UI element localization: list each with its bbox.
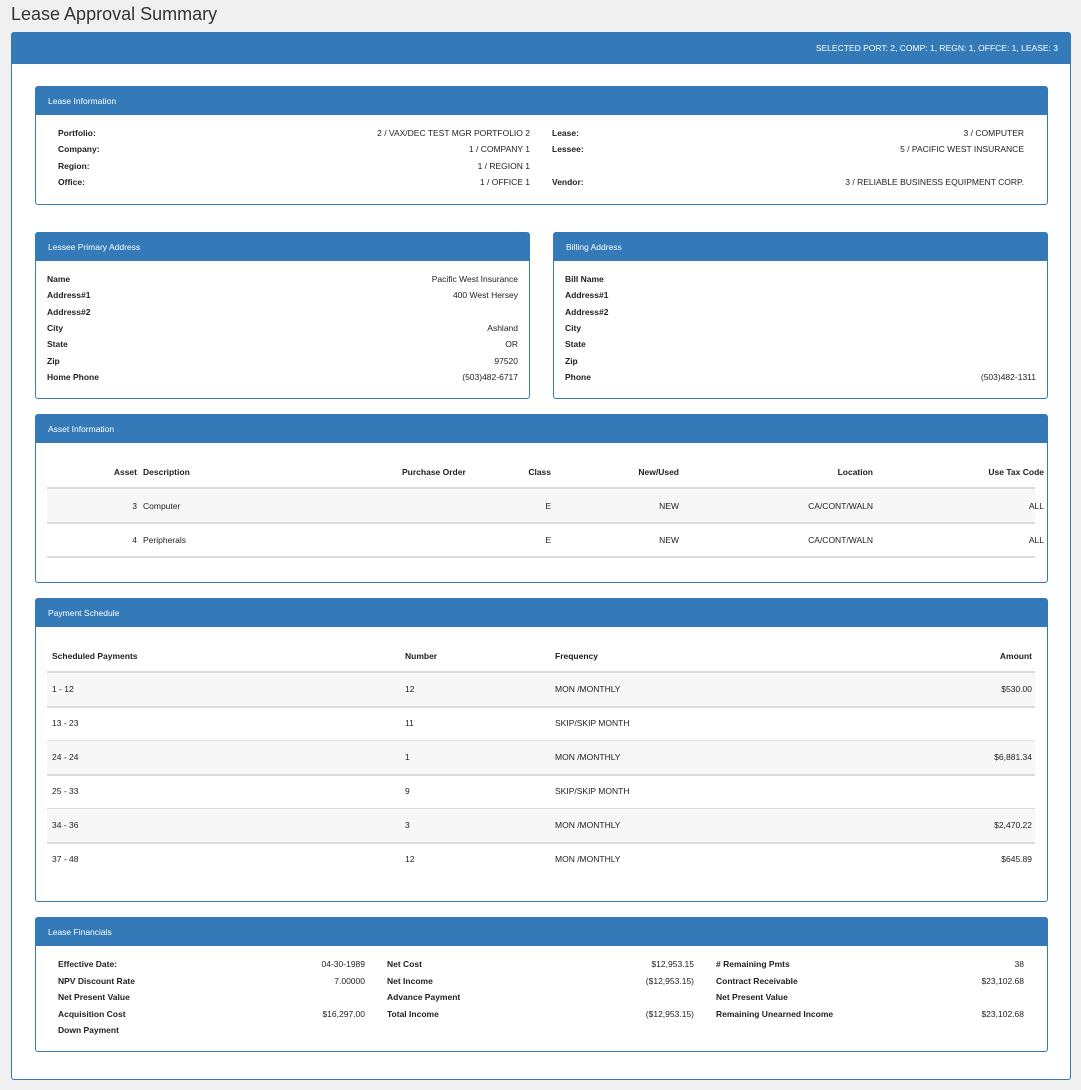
lessee-field-label: Home Phone bbox=[47, 371, 99, 382]
lessee-field-value: Ashland bbox=[487, 322, 518, 333]
financial-field-label: Acquisition Cost bbox=[58, 1008, 126, 1019]
lessee-field-row bbox=[47, 339, 518, 351]
billing-field-label: Bill Name bbox=[565, 274, 604, 284]
financial-field-label: Remaining Unearned Income bbox=[716, 1008, 834, 1019]
financial-field-value: $23,102.68 bbox=[981, 1008, 1024, 1019]
payment-row bbox=[36, 843, 1036, 877]
financial-field-label: Net Income bbox=[387, 975, 433, 986]
financial-field-value: $16,297.00 bbox=[322, 1008, 365, 1019]
lease-field-value: 1 / COMPANY 1 bbox=[468, 144, 530, 155]
lease-field-value: 1 / REGION 1 bbox=[477, 160, 530, 171]
asset-column-header: Use Tax Code bbox=[988, 467, 1044, 477]
financial-field-value: $23,102.68 bbox=[981, 975, 1024, 986]
financial-field-label: Contract Receivable bbox=[716, 975, 798, 986]
financial-field-row bbox=[58, 1009, 365, 1021]
financial-field-value: ($12,953.15) bbox=[645, 975, 694, 986]
lessee-field-row bbox=[47, 323, 518, 335]
payment-cell: 12 bbox=[405, 684, 415, 694]
billing-field-label: Phone bbox=[565, 371, 591, 382]
financial-field-row bbox=[387, 992, 694, 1004]
lease-field-row bbox=[552, 144, 1024, 156]
lessee-field-row bbox=[47, 290, 518, 302]
lease-field-row bbox=[552, 128, 1024, 140]
payment-cell: 1 bbox=[405, 752, 410, 762]
financial-field-label: Net Cost bbox=[387, 959, 422, 969]
lease-information-panel bbox=[35, 86, 1048, 205]
asset-cell: Peripherals bbox=[143, 535, 186, 545]
asset-cell: E bbox=[545, 501, 551, 511]
financial-field-row bbox=[58, 959, 365, 971]
asset-cell: CA/CONT/WALN bbox=[808, 535, 873, 545]
lessee-field-label: Name bbox=[47, 274, 71, 284]
asset-column-header: Class bbox=[528, 467, 551, 477]
lease-field-label: Lessee: bbox=[552, 144, 584, 155]
lessee-field-row bbox=[47, 274, 518, 286]
payment-cell: MON /MONTHLY bbox=[555, 752, 621, 762]
payment-cell: SKIP/SKIP MONTH bbox=[555, 718, 630, 728]
lessee-field-value: Pacific West Insurance bbox=[431, 274, 518, 284]
lease-field-label: Company: bbox=[58, 144, 100, 155]
panel-title: Billing Address bbox=[554, 233, 1047, 261]
payment-column-header: Amount bbox=[999, 651, 1032, 661]
financial-field-row bbox=[716, 976, 1024, 988]
lease-field-label: Region: bbox=[58, 160, 90, 171]
payment-cell: 1 - 12 bbox=[52, 684, 74, 694]
financial-field-row bbox=[387, 959, 694, 971]
billing-field-label: City bbox=[565, 322, 582, 333]
lessee-field-value: 400 West Hersey bbox=[452, 290, 518, 301]
asset-column-header: Purchase Order bbox=[402, 467, 466, 477]
financial-field-value: $12,953.15 bbox=[651, 959, 694, 969]
lessee-field-label: Zip bbox=[47, 355, 60, 366]
asset-column-header: Location bbox=[837, 467, 873, 477]
financial-field-row bbox=[387, 1009, 694, 1021]
payment-cell: 25 - 33 bbox=[52, 786, 79, 796]
financial-field-row bbox=[716, 959, 1024, 971]
payment-cell: 9 bbox=[405, 786, 410, 796]
lease-field-value: 3 / COMPUTER bbox=[963, 128, 1024, 138]
selection-header bbox=[12, 33, 1070, 64]
financial-field-row bbox=[58, 976, 365, 988]
asset-cell: 4 bbox=[132, 535, 137, 545]
lease-field-value: 2 / VAX/DEC TEST MGR PORTFOLIO 2 bbox=[377, 128, 530, 138]
lease-field-label: Office: bbox=[58, 176, 85, 187]
asset-row bbox=[36, 523, 1044, 557]
asset-row bbox=[36, 489, 1044, 523]
payment-cell: 37 - 48 bbox=[52, 854, 79, 864]
lessee-address-panel bbox=[35, 232, 530, 399]
financial-field-value: 38 bbox=[1014, 959, 1024, 969]
lease-field-value: 3 / RELIABLE BUSINESS EQUIPMENT CORP. bbox=[845, 176, 1024, 187]
table-divider bbox=[47, 556, 1035, 558]
billing-field-label: Address#1 bbox=[565, 290, 609, 301]
payment-row bbox=[36, 707, 1036, 741]
payment-column-header: Frequency bbox=[555, 651, 598, 661]
lease-field-row bbox=[58, 161, 530, 173]
lessee-field-row bbox=[47, 356, 518, 368]
asset-column-header: Asset bbox=[113, 467, 137, 477]
billing-field-label: Address#2 bbox=[565, 306, 609, 317]
lease-field-row bbox=[58, 144, 530, 156]
payment-cell: 12 bbox=[405, 854, 415, 864]
financial-field-label: Net Present Value bbox=[58, 992, 130, 1002]
billing-field-row bbox=[565, 356, 1036, 368]
payment-cell: 3 bbox=[405, 820, 410, 830]
payment-row bbox=[36, 775, 1036, 809]
payment-column-header: Scheduled Payments bbox=[52, 651, 138, 661]
financial-field-value: 04-30-1989 bbox=[321, 959, 365, 969]
lease-field-label: Vendor: bbox=[552, 176, 584, 187]
page-title: Lease Approval Summary bbox=[11, 4, 218, 24]
lease-field-label: Portfolio: bbox=[58, 128, 96, 138]
payment-schedule-panel bbox=[35, 598, 1048, 902]
lessee-field-value: (503)482-6717 bbox=[462, 371, 518, 382]
financial-field-label: Net Present Value bbox=[716, 992, 788, 1002]
financial-field-label: Effective Date: bbox=[58, 959, 118, 969]
payment-cell: 34 - 36 bbox=[52, 820, 79, 830]
financial-field-value: ($12,953.15) bbox=[645, 1008, 694, 1019]
lessee-field-value: 97520 bbox=[494, 355, 518, 366]
billing-field-row bbox=[565, 372, 1036, 384]
asset-column-header: Description bbox=[143, 467, 190, 477]
lease-financials-panel bbox=[35, 917, 1048, 1052]
billing-field-label: State bbox=[565, 339, 586, 350]
billing-field-value: (503)482-1311 bbox=[980, 371, 1036, 382]
financial-field-label: Total Income bbox=[387, 1008, 439, 1019]
panel-title: Asset Information bbox=[36, 415, 1047, 443]
payment-row bbox=[36, 809, 1036, 843]
asset-information-panel bbox=[35, 414, 1048, 583]
asset-cell: CA/CONT/WALN bbox=[808, 501, 873, 511]
billing-field-row bbox=[565, 307, 1036, 319]
billing-field-row bbox=[565, 274, 1036, 286]
lessee-field-label: Address#2 bbox=[47, 306, 91, 317]
lease-field-row bbox=[552, 177, 1024, 189]
asset-cell: E bbox=[545, 535, 551, 545]
financial-field-row bbox=[58, 992, 365, 1004]
panel-title: Payment Schedule bbox=[36, 599, 1047, 627]
financial-field-row bbox=[58, 1025, 365, 1037]
lessee-field-label: Address#1 bbox=[47, 290, 91, 301]
lease-field-value: 1 / OFFICE 1 bbox=[479, 176, 530, 187]
payment-column-header: Number bbox=[405, 651, 438, 661]
financial-field-row bbox=[387, 976, 694, 988]
lessee-field-row bbox=[47, 372, 518, 384]
billing-field-row bbox=[565, 323, 1036, 335]
selection-text: SELECTED PORT: 2, COMP: 1, REGN: 1, OFFCE: 1, LEASE: 3 bbox=[815, 43, 1058, 53]
payment-row bbox=[36, 741, 1036, 775]
payment-cell: MON /MONTHLY bbox=[555, 854, 621, 864]
payment-cell: SKIP/SKIP MONTH bbox=[555, 786, 630, 796]
asset-column-header: New/Used bbox=[638, 467, 679, 477]
asset-cell: NEW bbox=[659, 501, 679, 511]
asset-cell: Computer bbox=[143, 501, 181, 511]
payment-cell: 13 - 23 bbox=[52, 718, 79, 728]
asset-cell: 3 bbox=[132, 501, 137, 511]
lessee-field-label: State bbox=[47, 339, 68, 350]
lease-field-row bbox=[552, 161, 1024, 173]
lease-field-row bbox=[58, 128, 530, 140]
payment-cell: MON /MONTHLY bbox=[555, 684, 621, 694]
financial-field-label: Advance Payment bbox=[387, 992, 461, 1002]
lease-field-value: 5 / PACIFIC WEST INSURANCE bbox=[900, 144, 1024, 155]
panel-title: Lease Information bbox=[36, 87, 1047, 115]
asset-cell: ALL bbox=[1028, 535, 1044, 545]
financial-field-row bbox=[716, 992, 1024, 1004]
payment-cell: $645.89 bbox=[1001, 854, 1032, 864]
billing-field-label: Zip bbox=[565, 355, 578, 366]
lessee-field-value: OR bbox=[505, 339, 518, 350]
payment-cell: 24 - 24 bbox=[52, 752, 79, 762]
payment-cell: MON /MONTHLY bbox=[555, 820, 621, 830]
billing-field-row bbox=[565, 339, 1036, 351]
payment-cell: 11 bbox=[405, 718, 414, 728]
panel-title: Lease Financials bbox=[36, 918, 1047, 946]
lessee-field-row bbox=[47, 307, 518, 319]
financial-field-row bbox=[716, 1009, 1024, 1021]
billing-field-row bbox=[565, 290, 1036, 302]
payment-cell: $530.00 bbox=[1001, 684, 1032, 694]
lease-field-row bbox=[58, 177, 530, 189]
payment-row bbox=[36, 673, 1036, 707]
panel-title: Lessee Primary Address bbox=[36, 233, 529, 261]
financial-field-label: # Remaining Pmts bbox=[716, 959, 790, 969]
asset-cell: NEW bbox=[659, 535, 679, 545]
payment-cell: $2,470.22 bbox=[994, 820, 1032, 830]
billing-address-panel bbox=[553, 232, 1048, 399]
financial-field-value: 7.00000 bbox=[334, 975, 365, 986]
payment-cell: $6,881.34 bbox=[994, 752, 1032, 762]
lessee-field-label: City bbox=[47, 322, 64, 333]
lease-field-label: Lease: bbox=[552, 128, 579, 138]
financial-field-label: Down Payment bbox=[58, 1025, 119, 1035]
asset-cell: ALL bbox=[1028, 501, 1044, 511]
financial-field-label: NPV Discount Rate bbox=[58, 975, 135, 986]
